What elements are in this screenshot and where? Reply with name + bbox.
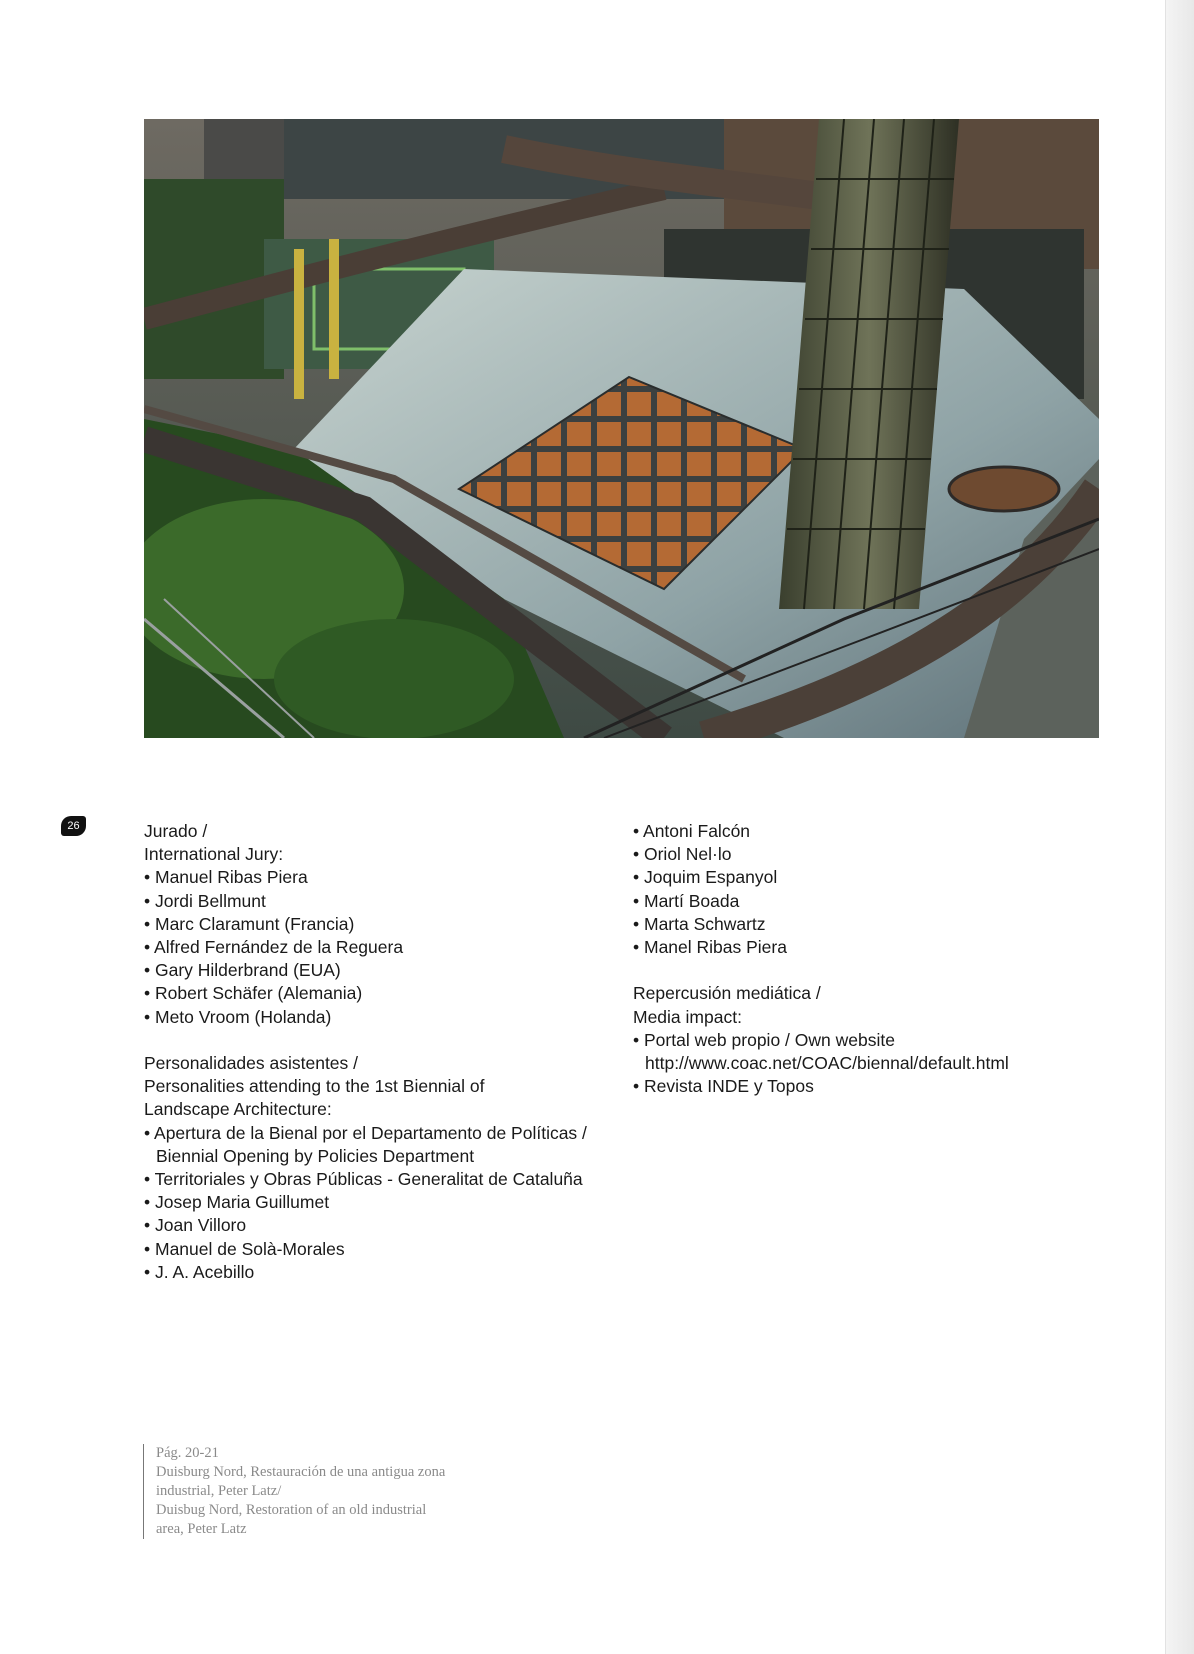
jury-heading-es: Jurado / xyxy=(144,821,208,841)
caption-line: industrial, Peter Latz/ xyxy=(156,1483,282,1499)
list-item: • Revista INDE y Topos xyxy=(633,1076,814,1097)
media-heading-es: Repercusión mediática / xyxy=(633,983,821,1004)
list-item: • Manel Ribas Piera xyxy=(633,937,787,958)
list-item: • Oriol Nel·lo xyxy=(633,844,732,865)
list-item: • Josep Maria Guillumet xyxy=(144,1192,330,1213)
industrial-park-photo xyxy=(144,119,1099,738)
list-item: • Marc Claramunt (Francia) xyxy=(144,913,355,934)
personalities-heading: Personalidades asistentes / xyxy=(144,1053,359,1074)
left-column xyxy=(144,820,614,1284)
list-item: • Apertura de la Bienal por el Departamento de Políticas / xyxy=(144,1122,587,1143)
list-item-continuation: Biennial Opening by Policies Department xyxy=(156,1145,475,1166)
photo-caption xyxy=(143,1444,496,1539)
list-item: • Joan Villoro xyxy=(144,1215,247,1236)
right-column xyxy=(633,820,1103,1098)
list-item: • Gary Hilderbrand (EUA) xyxy=(144,960,341,981)
caption-line: Pág. 20-21 xyxy=(156,1445,219,1461)
list-item: • Territoriales y Obras Públicas - Generalitat de Cataluña xyxy=(144,1169,583,1190)
website-url: http://www.coac.net/COAC/biennal/default.html xyxy=(645,1053,1009,1074)
page-number-badge: 26 xyxy=(61,816,86,836)
list-item: • J. A. Acebillo xyxy=(144,1261,255,1282)
caption-line: area, Peter Latz xyxy=(156,1521,247,1537)
list-item: • Alfred Fernández de la Reguera xyxy=(144,937,404,958)
personalities-heading: Personalities attending to the 1st Biennial of xyxy=(144,1076,485,1097)
page-edge xyxy=(1165,0,1194,1654)
list-item: • Jordi Bellmunt xyxy=(144,890,266,911)
list-item: • Portal web propio / Own website xyxy=(633,1029,895,1050)
caption-line: Duisbug Nord, Restoration of an old industrial xyxy=(156,1502,427,1518)
list-item: • Robert Schäfer (Alemania) xyxy=(144,983,363,1004)
personalities-heading: Landscape Architecture: xyxy=(144,1099,332,1120)
list-item: • Manuel de Solà-Morales xyxy=(144,1238,345,1259)
list-item: • Antoni Falcón xyxy=(633,821,751,841)
list-item: • Marta Schwartz xyxy=(633,913,766,934)
list-item: • Manuel Ribas Piera xyxy=(144,867,308,888)
caption-line: Duisburg Nord, Restauración de una antigua zona xyxy=(156,1464,446,1480)
list-item: • Martí Boada xyxy=(633,890,740,911)
media-heading-en: Media impact: xyxy=(633,1006,742,1027)
list-item: • Joquim Espanyol xyxy=(633,867,778,888)
jury-heading-en: International Jury: xyxy=(144,844,284,865)
list-item: • Meto Vroom (Holanda) xyxy=(144,1006,332,1027)
